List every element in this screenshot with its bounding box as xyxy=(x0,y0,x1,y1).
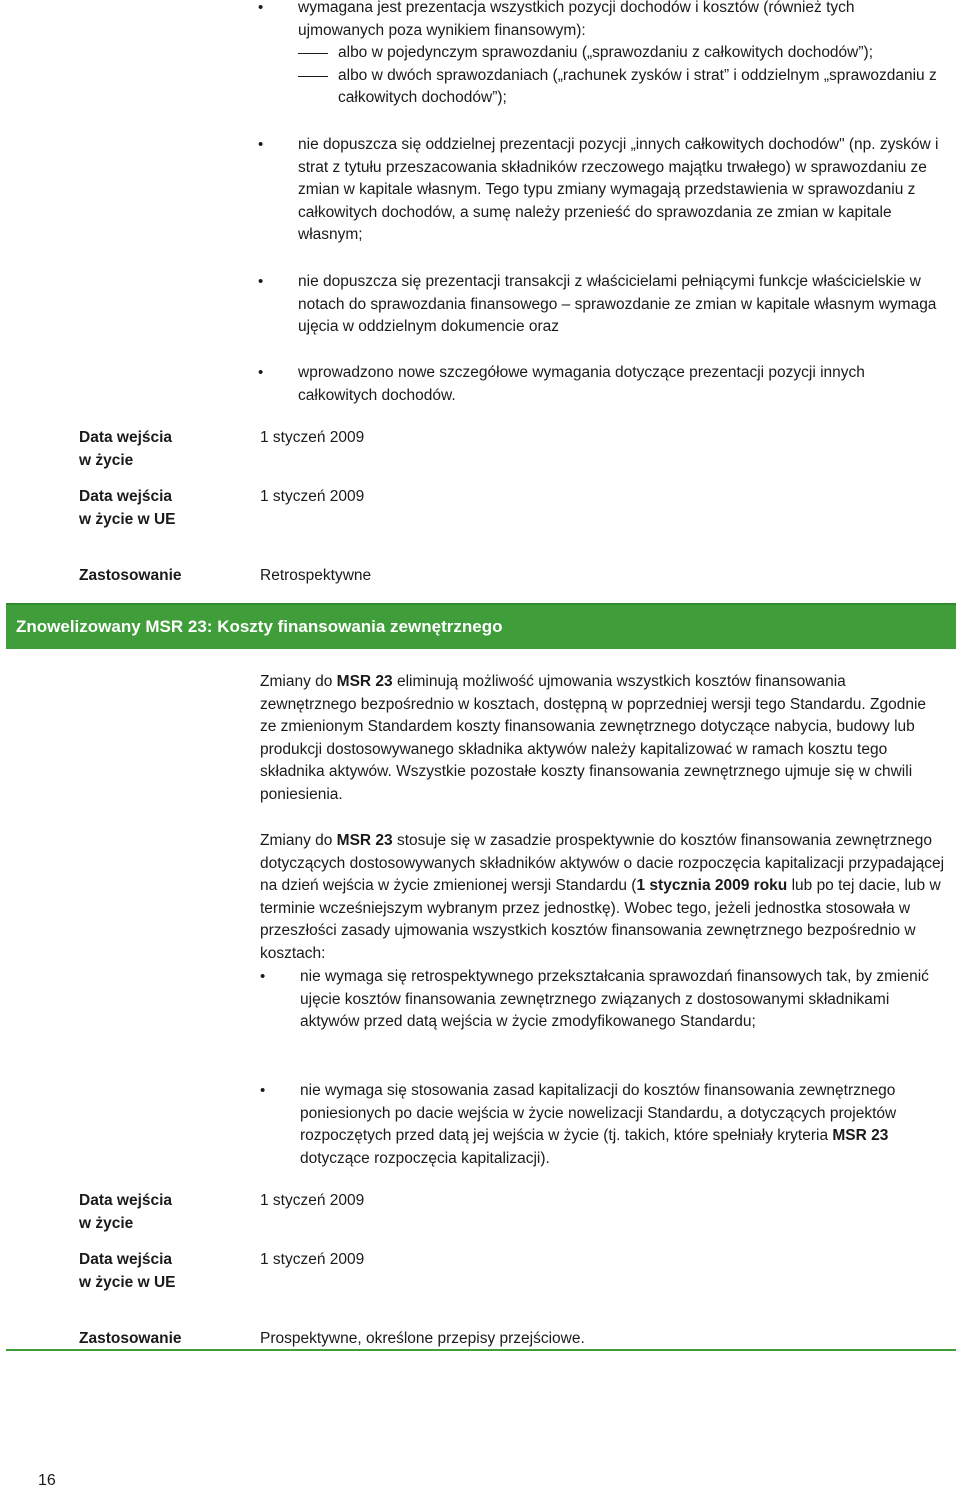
list-item xyxy=(260,966,945,1034)
requirements-list-3 xyxy=(258,271,943,339)
requirements-list xyxy=(258,0,943,110)
standard-ref: MSR 23 xyxy=(336,832,393,849)
standard-ref: MSR 23 xyxy=(336,673,393,690)
sub-list-item xyxy=(298,65,943,110)
page-number: 16 xyxy=(38,1472,56,1489)
list-item xyxy=(258,362,943,407)
label-line: Data wejścia xyxy=(79,1251,173,1268)
sub-list-item xyxy=(298,42,943,65)
application-value-2: Prospektywne, określone przepisy przejściowe. xyxy=(260,1330,585,1347)
paragraph-2 xyxy=(260,830,945,965)
effective-date-label-2 xyxy=(79,1190,239,1235)
text-run: Zmiany do xyxy=(260,832,337,849)
label-line: w życie xyxy=(79,451,134,469)
exemptions-list xyxy=(260,966,945,1034)
sub-list-item-text: albo w dwóch sprawozdaniach („rachunek zysków i strat” i oddzielnym „sprawozdaniu z całkowitych dochodów”); xyxy=(338,66,937,106)
section-divider xyxy=(6,1349,956,1351)
eu-effective-date-value: 1 styczeń 2009 xyxy=(260,488,365,505)
section-banner xyxy=(6,605,956,649)
eu-effective-date-value-2: 1 styczeń 2009 xyxy=(260,1251,365,1268)
list-item xyxy=(258,0,943,110)
exemptions-list-2 xyxy=(260,1080,945,1170)
sub-list-item-text: albo w pojedynczym sprawozdaniu („sprawozdaniu z całkowitych dochodów”); xyxy=(338,44,873,61)
list-item-text: wprowadzono nowe szczegółowe wymagania dotyczące prezentacji pozycji innych całkowitych dochodów. xyxy=(298,364,865,404)
label-line: w życie w UE xyxy=(79,510,176,528)
effective-date-value-2: 1 styczeń 2009 xyxy=(260,1192,365,1209)
list-item xyxy=(258,271,943,339)
label-line: w życie w UE xyxy=(79,1273,176,1291)
label-line: Data wejścia xyxy=(79,1192,173,1209)
effective-date-value: 1 styczeń 2009 xyxy=(260,429,365,446)
application-label-2: Zastosowanie xyxy=(79,1330,182,1347)
text-run: lub po tej dacie, lub w terminie wcześniejszym wybranym przez jednostkę). Wobec tego, jeżeli jednostka stosowała w przeszłości zasady ujmowania wszystkich kosztów finansowania zewnętrznego bezpośrednio w kosztach: xyxy=(260,877,941,962)
list-item-text: nie dopuszcza się prezentacji transakcji z właścicielami pełniącymi funkcje właścicielskie w notach do sprawozdania finansowego – sprawozdanie ze zmian w kapitale własnym wymaga ujęcia w oddzielnym dokumencie oraz xyxy=(298,273,937,335)
effective-date-label xyxy=(79,427,239,472)
paragraph-1 xyxy=(260,671,945,806)
eu-effective-date-label xyxy=(79,486,239,531)
label-line: Data wejścia xyxy=(79,488,173,505)
eu-effective-date-label-2 xyxy=(79,1249,239,1294)
text-run: eliminują możliwość ujmowania wszystkich kosztów finansowania zewnętrznego bezpośrednio w kosztach, dostępną w poprzedniej wersji tego Standardu. Zgodnie ze zmienionym Standardem koszty finansowania zewnętrznego dotyczące nabycia, budowy lub produkcji dostosowywanego składnika aktywów należy kapitalizować w ramach kosztu tego składnika aktywów. Wszystkie pozostałe koszty finansowania zewnętrznego ujmuje się w chwili poniesienia. xyxy=(260,673,927,803)
list-item-text: nie wymaga się retrospektywnego przekształcania sprawozdań finansowych tak, by zmienić ujęcie kosztów finansowania zewnętrznego związanych z dostosowanymi składnikami aktywów przed datą wejścia w życie zmodyfikowanego Standardu; xyxy=(300,968,929,1030)
requirements-list-4 xyxy=(258,362,943,407)
date-emphasis: 1 stycznia 2009 roku xyxy=(636,877,788,894)
text-run: stosuje się w zasadzie prospektywnie do kosztów finansowania zewnętrznego dotyczących dostosowywanych składników aktywów o dacie rozpoczęcia kapitalizacji przypadającej na dzień wejścia w życie zmienionej wersji Standardu ( xyxy=(260,832,945,894)
text-run: dotyczące rozpoczęcia kapitalizacji). xyxy=(300,1149,550,1167)
list-item-text: nie dopuszcza się oddzielnej prezentacji pozycji „innych całkowitych dochodów" (np. zysków i strat z tytułu przeszacowania składników rzeczowego majątku trwałego) w sprawozdaniu ze zmian w kapitale własnym. Tego typu zmiany wymagają przedstawienia w sprawozdaniu z całkowitych dochodów, a sumę należy przenieść do sprawozdania ze zmian w kapitale własnym; xyxy=(298,136,939,243)
application-value: Retrospektywne xyxy=(260,567,372,584)
standard-ref: MSR 23 xyxy=(832,1127,889,1144)
label-line: Data wejścia xyxy=(79,429,173,446)
text-run: Zmiany do xyxy=(260,673,337,690)
list-item xyxy=(260,1080,945,1170)
application-label: Zastosowanie xyxy=(79,567,182,584)
list-item-text: • wymagana jest prezentacja wszystkich pozycji dochodów i kosztów (również tych ujmowanych poza wynikiem finansowym): xyxy=(298,0,855,39)
text-run: nie wymaga się stosowania zasad kapitalizacji do kosztów finansowania zewnętrznego poniesionych po dacie wejścia w życie nowelizacji Standardu, a dotyczących projektów rozpoczętych przed datą jej wejścia w życie (tj. takich, które spełniały kryteria xyxy=(300,1082,897,1144)
requirements-list-2 xyxy=(258,134,943,247)
section-title: Znowelizowany MSR 23: Koszty finansowania zewnętrznego xyxy=(16,617,503,636)
label-line: w życie xyxy=(79,1214,134,1232)
list-item xyxy=(258,134,943,247)
